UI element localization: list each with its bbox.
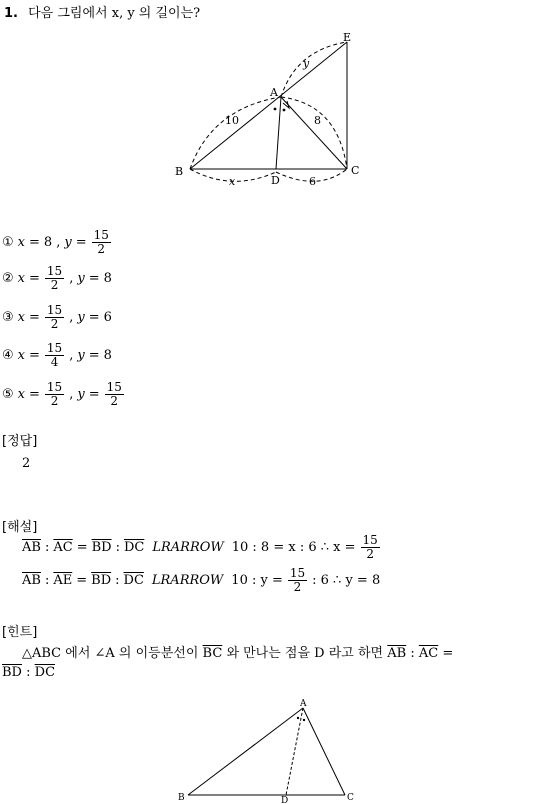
seg-ac: $\overline{AC}$ [53, 540, 73, 555]
option-1-y-num: 15 [93, 228, 109, 242]
length-ae: y [303, 57, 310, 70]
seg-ae: $\overline{AE}$ [53, 573, 73, 588]
segment-ab [188, 708, 303, 795]
option-5-mark: ⑤ [2, 387, 14, 402]
length-ab: 10 [225, 114, 239, 127]
segment-ac [281, 97, 347, 169]
hint-line-2: $\overline{BD}$ : $\overline{DC}$ [2, 665, 56, 680]
figure-triangle-extended [170, 28, 370, 193]
length-ac: 8 [314, 114, 321, 127]
option-4[interactable]: ④ x = $\frac{15}{4}$ , y = 8 [2, 341, 112, 369]
option-5[interactable]: ⑤ x = $\frac{15}{2}$ , y = $\frac{15}{2}$ [2, 380, 122, 408]
length-dc: 6 [309, 175, 316, 188]
option-2-mark: ② [2, 271, 14, 286]
seg-ab: $\overline{AB}$ [22, 573, 41, 588]
length-bd: x [229, 175, 236, 188]
seg-bd: $\overline{BD}$ [91, 573, 112, 588]
angle-dot [297, 717, 299, 719]
label-a: A [270, 86, 278, 99]
answer-value: 2 [22, 456, 31, 471]
option-3-y: 6 [103, 310, 112, 325]
option-5-x-num: 15 [46, 380, 63, 394]
seg-bd: $\overline{BD}$ [91, 540, 112, 555]
angle-dot [274, 108, 277, 111]
option-2[interactable]: ② x = $\frac{15}{2}$ , y = 8 [2, 264, 112, 292]
hint-line-1: △ABC 에서 ∠A 의 이등분선이 $\overline{BC}$ 와 만나는 점을 D 라고 하면 $\overline{AB}$ : $\overline{AC}$ = [22, 646, 454, 661]
option-1-x: 8 [43, 235, 53, 250]
question-line [4, 2, 200, 21]
seg-bd: $\overline{BD}$ [2, 665, 22, 680]
option-3-x-num: 15 [46, 303, 63, 317]
option-3-x-den: 2 [50, 317, 59, 331]
label-b: B [178, 793, 185, 803]
option-2-x-den: 2 [50, 278, 59, 292]
option-4-x-den: 4 [50, 355, 59, 369]
label-b: B [175, 165, 184, 178]
seg-dc: $\overline{DC}$ [34, 665, 56, 680]
angle-dot [283, 109, 286, 112]
label-e: E [343, 31, 352, 44]
figure-triangle-bisector [170, 694, 360, 804]
ratio-pre: 10 : y = [231, 573, 283, 588]
seg-ab: $\overline{AB}$ [387, 646, 407, 661]
segment-ad [276, 97, 281, 169]
option-3[interactable]: ③ x = $\frac{15}{2}$ , y = 6 [2, 303, 112, 331]
label-d: D [271, 174, 280, 187]
option-4-x-num: 15 [46, 341, 63, 355]
hint-text-2: 와 만나는 점을 D 라고 하면 [226, 646, 384, 661]
option-1-mark: ① [2, 235, 14, 250]
seg-ac: $\overline{AC}$ [418, 646, 439, 661]
segment-ac [303, 708, 345, 795]
label-c: C [351, 164, 360, 177]
exp2-den: 2 [293, 580, 302, 594]
hint-text-1: △ABC 에서 ∠A 의 이등분선이 [22, 646, 199, 661]
arrow-text: LRARROW [151, 573, 224, 588]
ratio-post: : 6 ∴ y = 8 [312, 573, 381, 588]
label-a: A [300, 699, 307, 709]
angle-dot [303, 719, 305, 721]
option-1[interactable]: ① x = 8 , y = $\frac{15}{2}$ [2, 228, 109, 256]
explanation-line-1: $\overline{AB}$ : $\overline{AC}$ = $\overline{BD}$ : $\overline{DC}$ LRARROW 10 : 8 = x : 6 ∴ x = $\frac{15}{2}$ [22, 533, 378, 561]
hint-header: [힌트] [2, 625, 38, 640]
explanation-line-2: $\overline{AB}$ : $\overline{AE}$ = $\overline{BD}$ : $\overline{DC}$ LRARROW 10 : y = $\frac{15}{2}$ : 6 ∴ y = 8 [22, 566, 381, 594]
label-c: C [347, 793, 354, 803]
arrow-text: LRARROW [152, 540, 224, 555]
segment-ad [286, 708, 303, 795]
option-5-x-den: 2 [50, 394, 59, 408]
exp2-num: 15 [289, 566, 306, 580]
segment-be [190, 42, 347, 169]
ratio-text: 10 : 8 = x : 6 ∴ x = [231, 540, 356, 555]
question-number: 1. [4, 6, 18, 21]
question-text: 다음 그림에서 x, y 의 길이는? [28, 6, 201, 21]
option-2-y: 8 [103, 271, 112, 286]
option-2-x-num: 15 [46, 264, 63, 278]
seg-dc: $\overline{DC}$ [123, 573, 144, 588]
exp1-num: 15 [362, 533, 378, 547]
seg-bc: $\overline{BC}$ [202, 646, 223, 661]
answer-header: [정답] [2, 434, 38, 449]
exp1-den: 2 [366, 547, 374, 561]
option-1-y-den: 2 [97, 242, 106, 256]
option-4-mark: ④ [2, 348, 14, 363]
seg-ab: $\overline{AB}$ [22, 540, 41, 555]
option-4-y: 8 [103, 348, 112, 363]
option-5-y-den: 2 [110, 394, 119, 408]
option-5-y-num: 15 [106, 380, 122, 394]
label-d: D [281, 796, 289, 804]
seg-dc: $\overline{DC}$ [123, 540, 145, 555]
explanation-header: [해설] [2, 520, 38, 535]
option-3-mark: ③ [2, 310, 14, 325]
